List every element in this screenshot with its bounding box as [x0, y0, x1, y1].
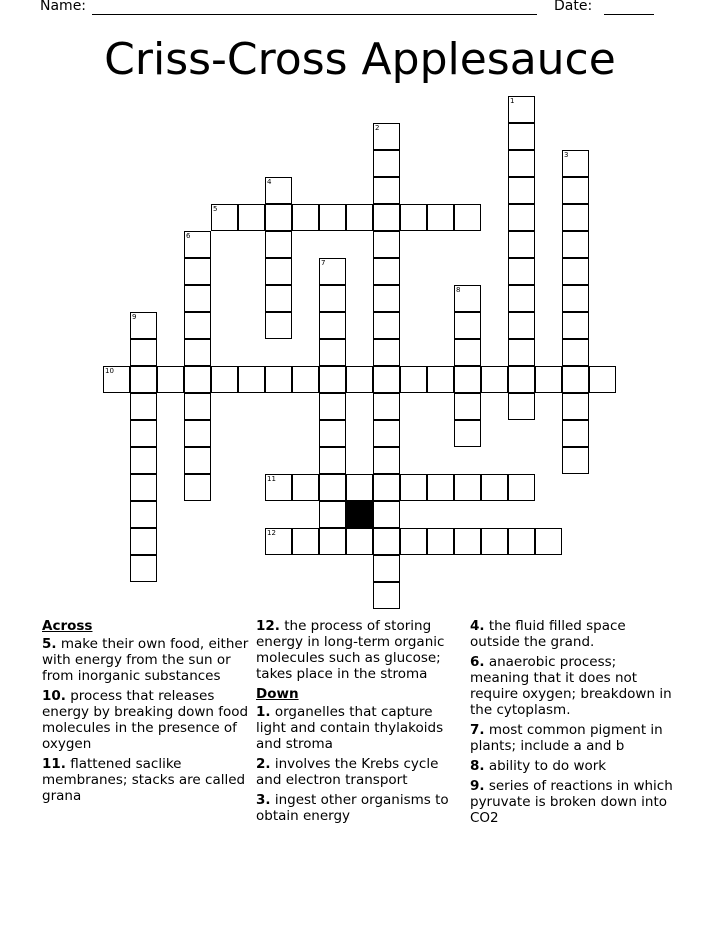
grid-cell[interactable] [454, 528, 481, 555]
clue-column-3 [470, 618, 675, 830]
grid-cell[interactable] [319, 312, 346, 339]
grid-cell[interactable] [481, 528, 508, 555]
grid-cell[interactable] [346, 474, 373, 501]
clue-down-3: 3. ingest other organisms to obtain energy [256, 792, 449, 824]
clue-number: 2 [375, 124, 380, 132]
grid-cell[interactable] [454, 312, 481, 339]
grid-cell[interactable] [400, 528, 427, 555]
clue-down-4: 4. the fluid filled space outside the grand. [470, 618, 626, 650]
grid-cell[interactable] [265, 285, 292, 312]
grid-cell[interactable] [562, 447, 589, 474]
grid-cell[interactable] [535, 366, 562, 393]
grid-cell[interactable] [562, 420, 589, 447]
grid-cell[interactable] [373, 474, 400, 501]
grid-cell[interactable] [508, 393, 535, 420]
grid-cell[interactable] [130, 447, 157, 474]
grid-cell[interactable] [319, 204, 346, 231]
grid-cell[interactable] [373, 501, 400, 528]
grid-cell[interactable] [292, 204, 319, 231]
grid-cell[interactable] [535, 528, 562, 555]
grid-cell[interactable] [373, 231, 400, 258]
grid-cell[interactable] [373, 123, 400, 150]
grid-cell[interactable] [184, 285, 211, 312]
grid-cell[interactable] [508, 312, 535, 339]
grid-cell[interactable] [508, 96, 535, 123]
clue-down-2: 2. involves the Krebs cycle and electron transport [256, 756, 439, 788]
grid-cell[interactable] [589, 366, 616, 393]
grid-cell[interactable] [265, 231, 292, 258]
grid-cell[interactable] [373, 366, 400, 393]
grid-cell[interactable] [373, 312, 400, 339]
grid-cell[interactable] [562, 339, 589, 366]
grid-cell[interactable] [427, 366, 454, 393]
grid-cell[interactable] [373, 285, 400, 312]
grid-cell[interactable] [373, 393, 400, 420]
grid-cell[interactable] [373, 447, 400, 474]
grid-cell[interactable] [130, 501, 157, 528]
grid-cell[interactable] [130, 420, 157, 447]
grid-cell[interactable] [400, 204, 427, 231]
grid-cell[interactable] [562, 258, 589, 285]
grid-cell[interactable] [454, 366, 481, 393]
grid-cell[interactable] [346, 528, 373, 555]
grid-cell[interactable] [346, 204, 373, 231]
grid-cell[interactable] [265, 312, 292, 339]
grid-cell[interactable] [508, 177, 535, 204]
name-label: Name: [40, 0, 87, 14]
grid-cell[interactable] [373, 150, 400, 177]
clue-number: 6 [186, 232, 191, 240]
clue-down-6: 6. anaerobic process; meaning that it does not require oxygen; breakdown in the cytoplasm. [470, 654, 672, 718]
grid-cell[interactable] [265, 204, 292, 231]
grid-cell[interactable] [562, 150, 589, 177]
grid-cell[interactable] [184, 312, 211, 339]
grid-cell[interactable] [373, 555, 400, 582]
grid-cell[interactable] [130, 393, 157, 420]
grid-cell[interactable] [157, 366, 184, 393]
clue-number: 12 [267, 529, 276, 537]
grid-cell[interactable] [211, 366, 238, 393]
grid-cell[interactable] [319, 528, 346, 555]
grid-cell[interactable] [184, 474, 211, 501]
grid-cell[interactable] [292, 366, 319, 393]
grid-cell[interactable] [319, 501, 346, 528]
clue-number: 7 [321, 259, 326, 267]
grid-cell[interactable] [508, 528, 535, 555]
clue-number: 1 [510, 97, 515, 105]
grid-cell[interactable] [508, 366, 535, 393]
grid-cell[interactable] [130, 528, 157, 555]
clue-across-10: 10. process that releases energy by breaking down food molecules in the presence of oxygen [42, 688, 249, 752]
page-title: Criss-Cross Applesauce [104, 34, 616, 85]
clue-number: 8 [456, 286, 461, 294]
grid-cell[interactable] [481, 474, 508, 501]
grid-cell[interactable] [319, 447, 346, 474]
grid-cell[interactable] [373, 528, 400, 555]
clue-number: 3 [564, 151, 569, 159]
grid-cell[interactable] [319, 420, 346, 447]
clue-column-1 [42, 618, 262, 808]
grid-cell[interactable] [130, 312, 157, 339]
grid-cell[interactable] [265, 177, 292, 204]
grid-cell[interactable] [481, 366, 508, 393]
across-heading: Across [42, 618, 93, 634]
grid-cell[interactable] [319, 474, 346, 501]
grid-cell[interactable] [184, 366, 211, 393]
grid-cell[interactable] [211, 204, 238, 231]
clue-down-9: 9. series of reactions in which pyruvate is broken down into CO2 [470, 778, 673, 826]
grid-cell[interactable] [454, 339, 481, 366]
grid-cell[interactable] [319, 285, 346, 312]
grid-cell[interactable] [184, 258, 211, 285]
grid-cell[interactable] [562, 204, 589, 231]
grid-cell[interactable] [508, 204, 535, 231]
grid-cell[interactable] [238, 204, 265, 231]
grid-cell[interactable] [427, 474, 454, 501]
grid-cell[interactable] [130, 555, 157, 582]
clue-across-11: 11. flattened saclike membranes; stacks are called grana [42, 756, 246, 804]
grid-cell[interactable] [508, 258, 535, 285]
clue-down-7: 7. most common pigment in plants; include a and b [470, 722, 663, 754]
grid-cell[interactable] [373, 258, 400, 285]
clue-number: 10 [105, 367, 114, 375]
grid-cell[interactable] [184, 447, 211, 474]
grid-cell[interactable] [184, 393, 211, 420]
grid-cell[interactable] [508, 150, 535, 177]
clue-number: 4 [267, 178, 272, 186]
grid-cell[interactable] [454, 393, 481, 420]
grid-cell[interactable] [292, 474, 319, 501]
clue-column-2 [256, 618, 466, 828]
grid-cell[interactable] [562, 231, 589, 258]
grid-cell[interactable] [184, 339, 211, 366]
grid-cell[interactable] [373, 339, 400, 366]
grid-cell[interactable] [265, 474, 292, 501]
grid-cell[interactable] [238, 366, 265, 393]
clue-across-12: 12. the process of storing energy in long-term organic molecules such as glucose; takes place in the stroma [256, 618, 445, 682]
grid-cell[interactable] [562, 393, 589, 420]
down-heading: Down [256, 686, 299, 702]
grid-cell[interactable] [319, 339, 346, 366]
grid-cell[interactable] [319, 366, 346, 393]
grid-cell[interactable] [130, 339, 157, 366]
grid-cell[interactable] [508, 339, 535, 366]
grid-cell[interactable] [373, 204, 400, 231]
grid-cell[interactable] [373, 177, 400, 204]
grid-cell[interactable] [508, 231, 535, 258]
grid-cell[interactable] [400, 474, 427, 501]
grid-cell[interactable] [184, 420, 211, 447]
grid-cell[interactable] [319, 393, 346, 420]
grid-cell[interactable] [427, 528, 454, 555]
grid-cell[interactable] [508, 285, 535, 312]
date-label: Date: [554, 0, 593, 14]
grid-cell[interactable] [562, 177, 589, 204]
grid-cell[interactable] [184, 231, 211, 258]
grid-cell[interactable] [454, 474, 481, 501]
grid-cell[interactable] [562, 285, 589, 312]
grid-cell[interactable] [508, 474, 535, 501]
grid-cell[interactable] [454, 285, 481, 312]
grid-cell[interactable] [454, 420, 481, 447]
grid-cell[interactable] [265, 366, 292, 393]
grid-cell[interactable] [562, 312, 589, 339]
grid-cell[interactable] [319, 258, 346, 285]
grid-cell[interactable] [454, 204, 481, 231]
grid-cell[interactable] [265, 528, 292, 555]
grid-cell[interactable] [427, 204, 454, 231]
grid-cell[interactable] [265, 258, 292, 285]
clue-number: 5 [213, 205, 218, 213]
grid-cell[interactable] [373, 582, 400, 609]
clue-across-5: 5. make their own food, either with energy from the sun or from inorganic substances [42, 636, 249, 684]
blocked-cell [346, 501, 373, 528]
grid-cell[interactable] [400, 366, 427, 393]
grid-cell[interactable] [103, 366, 130, 393]
grid-cell[interactable] [373, 420, 400, 447]
clue-number: 9 [132, 313, 137, 321]
grid-cell[interactable] [508, 123, 535, 150]
clue-number: 11 [267, 475, 276, 483]
grid-cell[interactable] [130, 474, 157, 501]
grid-cell[interactable] [130, 366, 157, 393]
clue-down-1: 1. organelles that capture light and contain thylakoids and stroma [256, 704, 444, 752]
grid-cell[interactable] [562, 366, 589, 393]
grid-cell[interactable] [346, 366, 373, 393]
grid-cell[interactable] [292, 528, 319, 555]
clue-down-8: 8. ability to do work [470, 758, 607, 774]
